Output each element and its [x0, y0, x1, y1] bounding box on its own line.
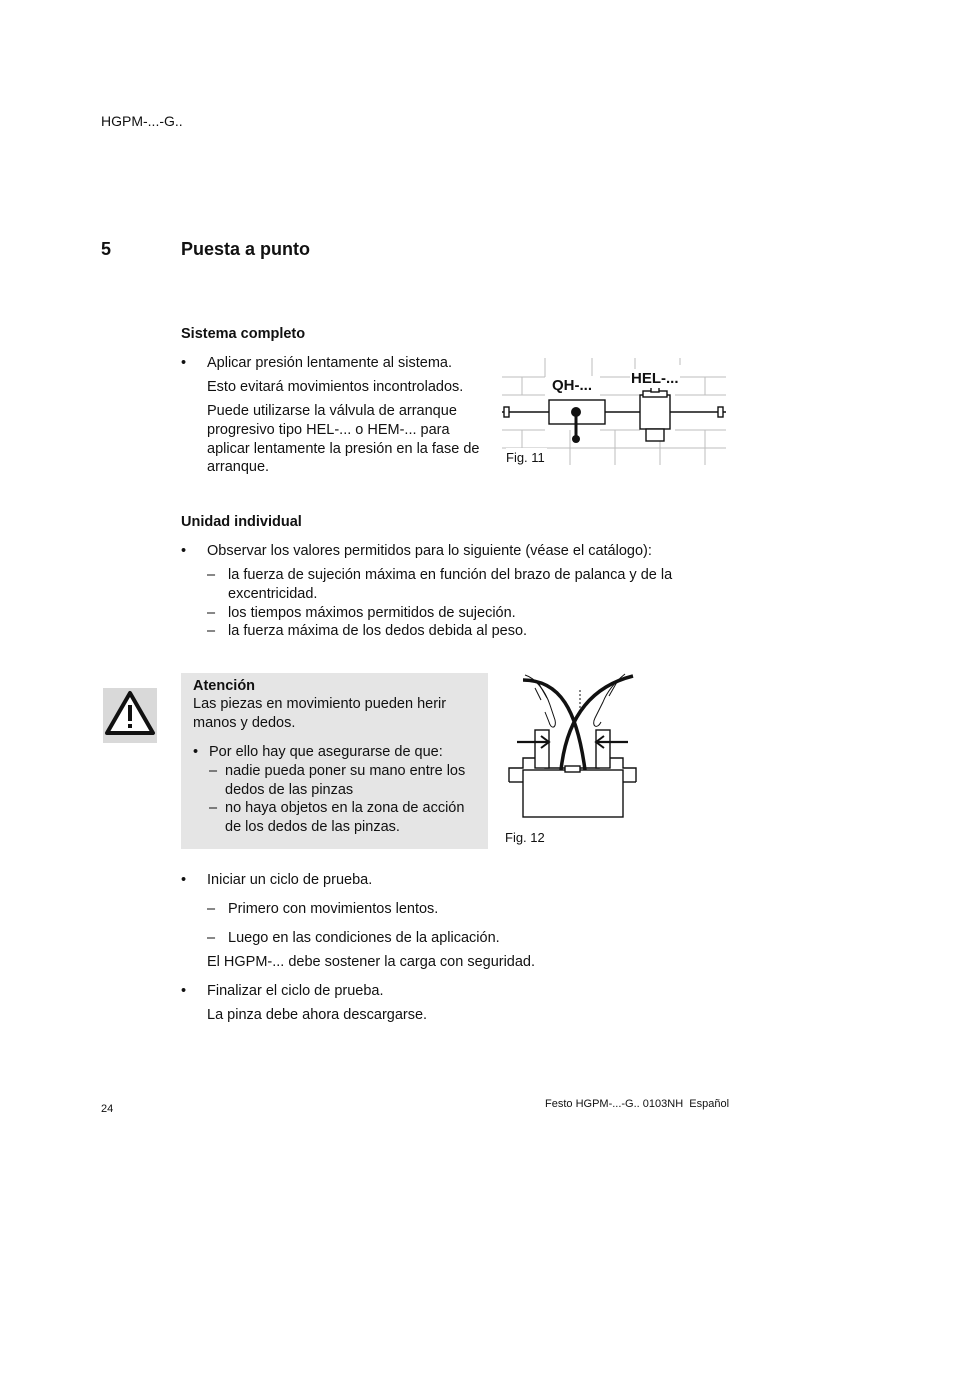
sistema-line-3d: arranque.: [207, 459, 270, 475]
dash-mark: –: [207, 623, 216, 639]
warning-line-1: Las piezas en movimiento pueden herir: [193, 696, 447, 712]
dash-mark: –: [207, 567, 216, 583]
warning-line-2: manos y dedos.: [193, 715, 296, 731]
warning-triangle-icon: [103, 688, 157, 743]
dash-mark: –: [209, 800, 218, 816]
test-item-1: Iniciar un ciclo de prueba.: [207, 872, 373, 888]
warning-sub-1a: nadie pueda poner su mano entre los: [225, 763, 466, 779]
bullet-mark: •: [181, 872, 187, 888]
sistema-line-3a: Puede utilizarse la válvula de arranque: [207, 403, 457, 419]
fig11-label-hel: HEL-...: [631, 370, 679, 387]
warning-icon-box: [103, 688, 157, 743]
fig12-caption: Fig. 12: [505, 830, 545, 845]
test-item-2: Finalizar el ciclo de prueba.: [207, 983, 384, 999]
bullet-mark: •: [181, 543, 187, 559]
unidad-sub-1a: la fuerza de sujeción máxima en función del brazo de palanca y de la: [228, 567, 673, 583]
unidad-sub-3: la fuerza máxima de los dedos debida al peso.: [228, 623, 528, 639]
unidad-sub-1b: excentricidad.: [228, 586, 318, 602]
fig12-gripper-hazard-diagram: [505, 670, 640, 820]
sistema-line-3c: aplicar lentamente la presión en la fase de: [207, 441, 480, 457]
unidad-item-1: Observar los valores permitidos para lo siguiente (véase el catálogo):: [207, 543, 652, 559]
subheading-unidad: Unidad individual: [181, 514, 302, 530]
fig11-caption: Fig. 11: [506, 450, 545, 465]
section-number: 5: [101, 239, 112, 259]
test-sub-1: Primero con movimientos lentos.: [228, 901, 439, 917]
section-title: Puesta a punto: [181, 239, 311, 259]
warning-title: Atención: [193, 678, 256, 694]
dash-mark: –: [207, 605, 216, 621]
bullet-mark: •: [193, 744, 199, 760]
test-note-1: El HGPM-... debe sostener la carga con seguridad.: [207, 954, 536, 970]
unidad-sub-2: los tiempos máximos permitidos de sujeción.: [228, 605, 516, 621]
page-number: 24: [101, 1103, 114, 1115]
warning-sub-2a: no haya objetos en la zona de acción: [225, 800, 465, 816]
sistema-line-3b: progresivo tipo HEL-... o HEM-... para: [207, 422, 450, 438]
fig11-label-qh: QH-...: [552, 377, 592, 394]
sistema-item-1: Aplicar presión lentamente al sistema.: [207, 355, 453, 371]
header-doc-id: HGPM-...-G..: [101, 113, 183, 129]
dash-mark: –: [209, 763, 218, 779]
dash-mark: –: [207, 930, 216, 946]
warning-bullet: Por ello hay que asegurarse de que:: [209, 744, 443, 760]
bullet-mark: •: [181, 355, 187, 371]
test-note-2: La pinza debe ahora descargarse.: [207, 1007, 428, 1023]
warning-sub-2b: de los dedos de las pinzas.: [225, 819, 400, 835]
test-sub-2: Luego en las condiciones de la aplicación.: [228, 930, 500, 946]
footer-doc-info: Festo HGPM-...-G.. 0103NH Español: [545, 1098, 730, 1110]
bullet-mark: •: [181, 983, 187, 999]
sistema-line-2: Esto evitará movimientos incontrolados.: [207, 379, 464, 395]
dash-mark: –: [207, 901, 216, 917]
subheading-sistema: Sistema completo: [181, 326, 306, 342]
warning-sub-1b: dedos de las pinzas: [225, 782, 354, 798]
